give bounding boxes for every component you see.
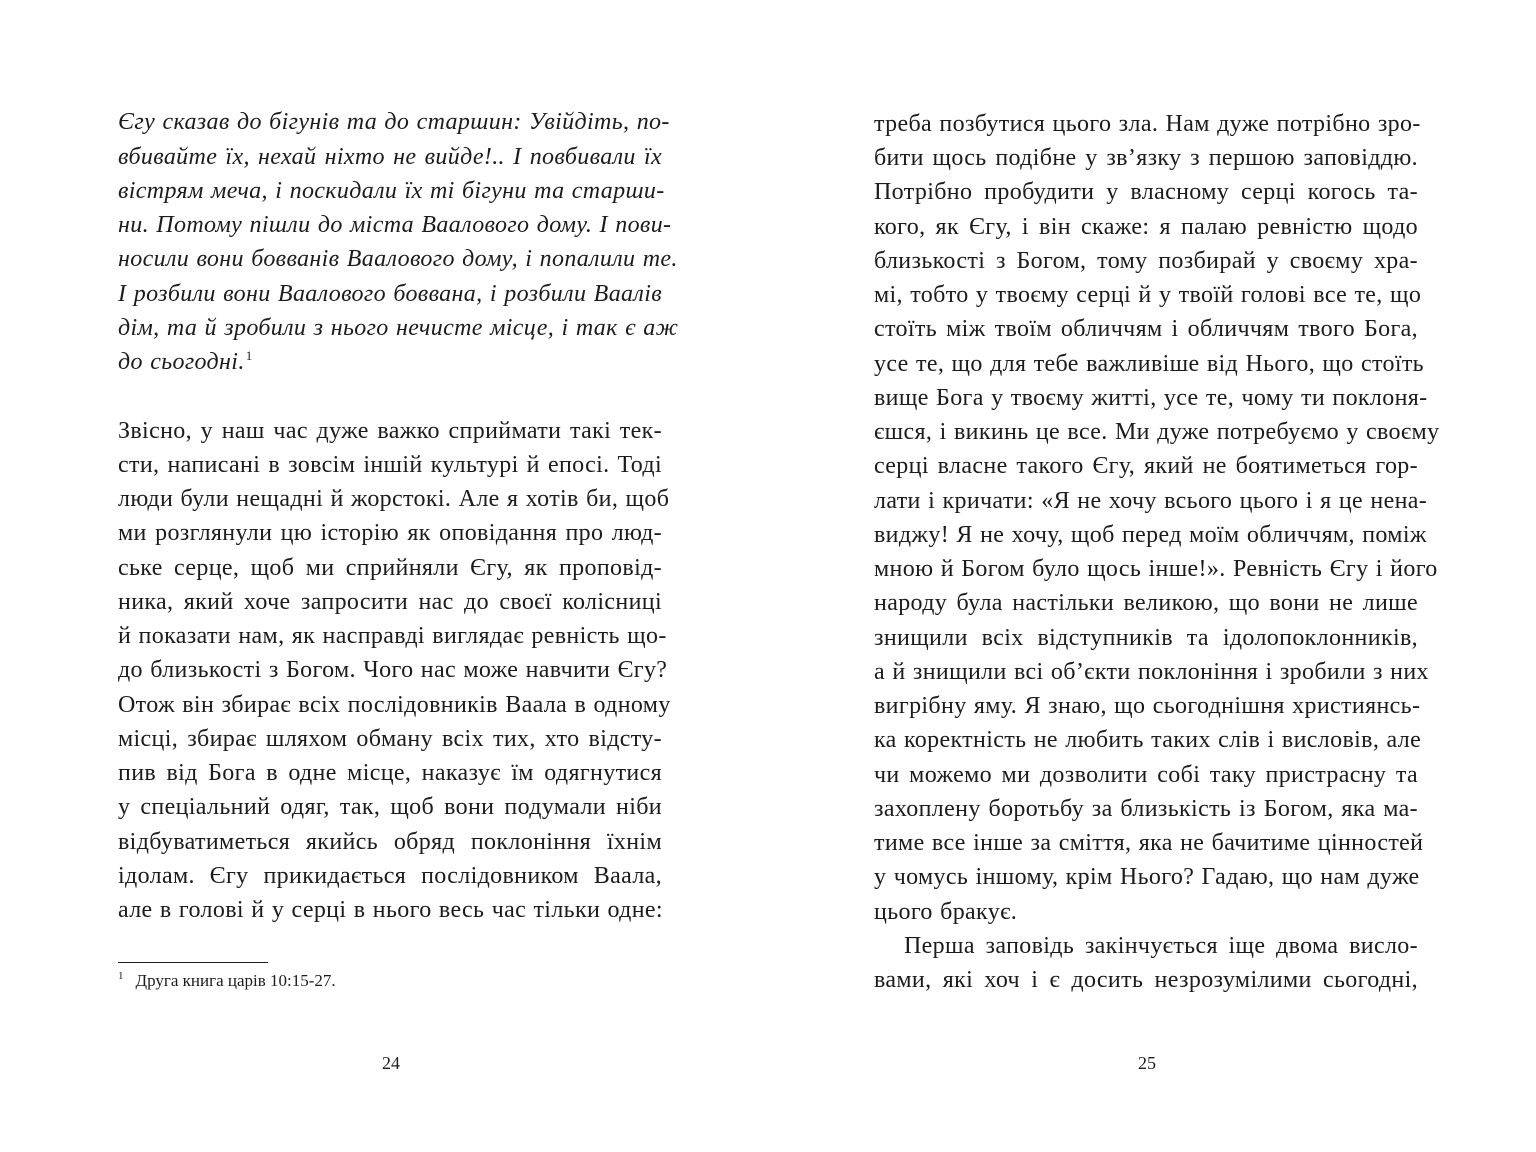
body-line: Звісно, у наш час дуже важко сприймати такі тек- bbox=[118, 418, 662, 444]
quote-line: вбивайте їх, нехай ніхто не вийде!.. І повбивали їх bbox=[118, 144, 662, 170]
body-line: Отож він збирає всіх послідовників Ваала в одному bbox=[118, 692, 671, 718]
body-line: тиме все інше за сміття, яка не бачитиме цінностей bbox=[874, 830, 1424, 856]
body-line: близькості з Богом, тому позбирай у своєму хра- bbox=[874, 248, 1418, 274]
quote-line: вістрям меча, і поскидали їх ті бігуни та старши- bbox=[118, 178, 665, 204]
body-line: люди були нещадні й жорстокі. Але я хотів би, щоб bbox=[118, 486, 670, 512]
page-number: 25 bbox=[1138, 1053, 1156, 1073]
body-line: знищили всіх відступників та ідолопоклонників, bbox=[874, 625, 1418, 651]
body-line: ника, який хоче запросити нас до своєї колісниці bbox=[118, 589, 662, 615]
paragraph-last-line: цього бракує. bbox=[874, 899, 1018, 925]
quote-last-text: до сьогодні. bbox=[118, 349, 245, 375]
body-line: народу була настільки великою, що вони не лише bbox=[874, 590, 1418, 616]
body-line: у чомусь іншому, крім Нього? Гадаю, що нам дуже bbox=[874, 864, 1420, 890]
body-line: пив від Бога в одне місце, наказує їм одягнутися bbox=[118, 760, 662, 786]
quote-line: ни. Потому пішли до міста Ваалового дому. І пови- bbox=[118, 212, 672, 238]
footnote-divider bbox=[118, 962, 268, 963]
footnote-reference: 1 bbox=[245, 348, 253, 363]
body-line: ідолам. Єгу прикидається послідовником Ваала, bbox=[118, 863, 662, 889]
footnote-text: Друга книга царів 10:15-27. bbox=[135, 971, 336, 990]
body-line: мною й Богом було щось інше!». Ревність Єгу і його bbox=[874, 556, 1438, 582]
quote-line: Єгу сказав до бігунів та до старшин: Увійдіть, по- bbox=[118, 109, 670, 135]
body-line: ми розглянули цю історію як оповідання про люд- bbox=[118, 520, 662, 546]
body-line: ське серце, щоб ми сприйняли Єгу, як проповід- bbox=[118, 555, 662, 581]
footnote-number: 1 bbox=[118, 970, 124, 983]
body-line: єшся, і викинь це все. Ми дуже потребуємо у своєму bbox=[874, 419, 1440, 445]
body-line: відбуватиметься якийсь обряд поклоніння їхнім bbox=[118, 829, 662, 855]
body-line: серці власне такого Єгу, який не боятиметься гор- bbox=[874, 453, 1418, 479]
body-line: місці, збирає шляхом обману всіх тих, хто відсту- bbox=[118, 726, 662, 752]
body-line: чи можемо ми дозволити собі таку пристрасну та bbox=[874, 762, 1418, 788]
body-line: вище Бога у твоєму житті, усе те, чому ти поклоня- bbox=[874, 385, 1428, 411]
body-line: захоплену боротьбу за близькість із Богом, яка ма- bbox=[874, 796, 1418, 822]
body-line: треба позбутися цього зла. Нам дуже потрібно зро- bbox=[874, 111, 1421, 137]
quote-last-line bbox=[118, 345, 662, 379]
body-line: вигрібну яму. Я знаю, що сьогоднішня християнсь- bbox=[874, 693, 1421, 719]
body-line: Перша заповідь закінчується іще двома вислo- bbox=[904, 933, 1418, 959]
body-line: виджу! Я не хочу, щоб перед моїм обличчям, поміж bbox=[874, 522, 1427, 548]
body-line: лати і кричати: «Я не хочу всього цього і я це нена- bbox=[874, 488, 1428, 514]
footnote bbox=[118, 970, 336, 992]
body-line: сти, написані в зовсім іншій культурі й епосі. Тоді bbox=[118, 452, 662, 478]
body-line: мі, тобто у твоєму серці й у твоїй голові все те, що bbox=[874, 282, 1422, 308]
body-line: бити щось подібне у зв’язку з першою заповіддю. bbox=[874, 145, 1418, 171]
page-number: 24 bbox=[382, 1053, 400, 1073]
body-line: вами, які хоч і є досить незрозумілими сьогодні, bbox=[874, 967, 1418, 993]
quote-line: дім, та й зробили з нього нечисте місце, і так є аж bbox=[118, 315, 679, 341]
body-line: до близькості з Богом. Чого нас може навчити Єгу? bbox=[118, 657, 668, 683]
body-line: а й знищили всі об’єкти поклоніння і зробили з них bbox=[874, 659, 1429, 685]
quote-line: носили вони бовванів Ваалового дому, і попалили те. bbox=[118, 246, 678, 272]
quote-line: І розбили вони Ваалового боввана, і розбили Ваалів bbox=[118, 281, 662, 307]
body-line: кого, як Єгу, і він скаже: я палаю ревністю щодо bbox=[874, 214, 1418, 240]
body-line: усе те, що для тебе важливіше від Нього, що стоїть bbox=[874, 351, 1424, 377]
right-page bbox=[768, 0, 1536, 1152]
body-line: й показати нам, як насправді виглядає ревність що- bbox=[118, 623, 667, 649]
body-line: ка коректність не любить таких слів і висловів, але bbox=[874, 727, 1422, 753]
body-line: Потрібно пробудити у власному серці когось та- bbox=[874, 179, 1418, 205]
body-line: стоїть між твоїм обличчям і обличчям твого Бога, bbox=[874, 316, 1418, 342]
body-line: але в голові й у серці в нього весь час тільки одне: bbox=[118, 897, 663, 923]
body-line: у спеціальний одяг, так, щоб вони подумали ніби bbox=[118, 794, 662, 820]
